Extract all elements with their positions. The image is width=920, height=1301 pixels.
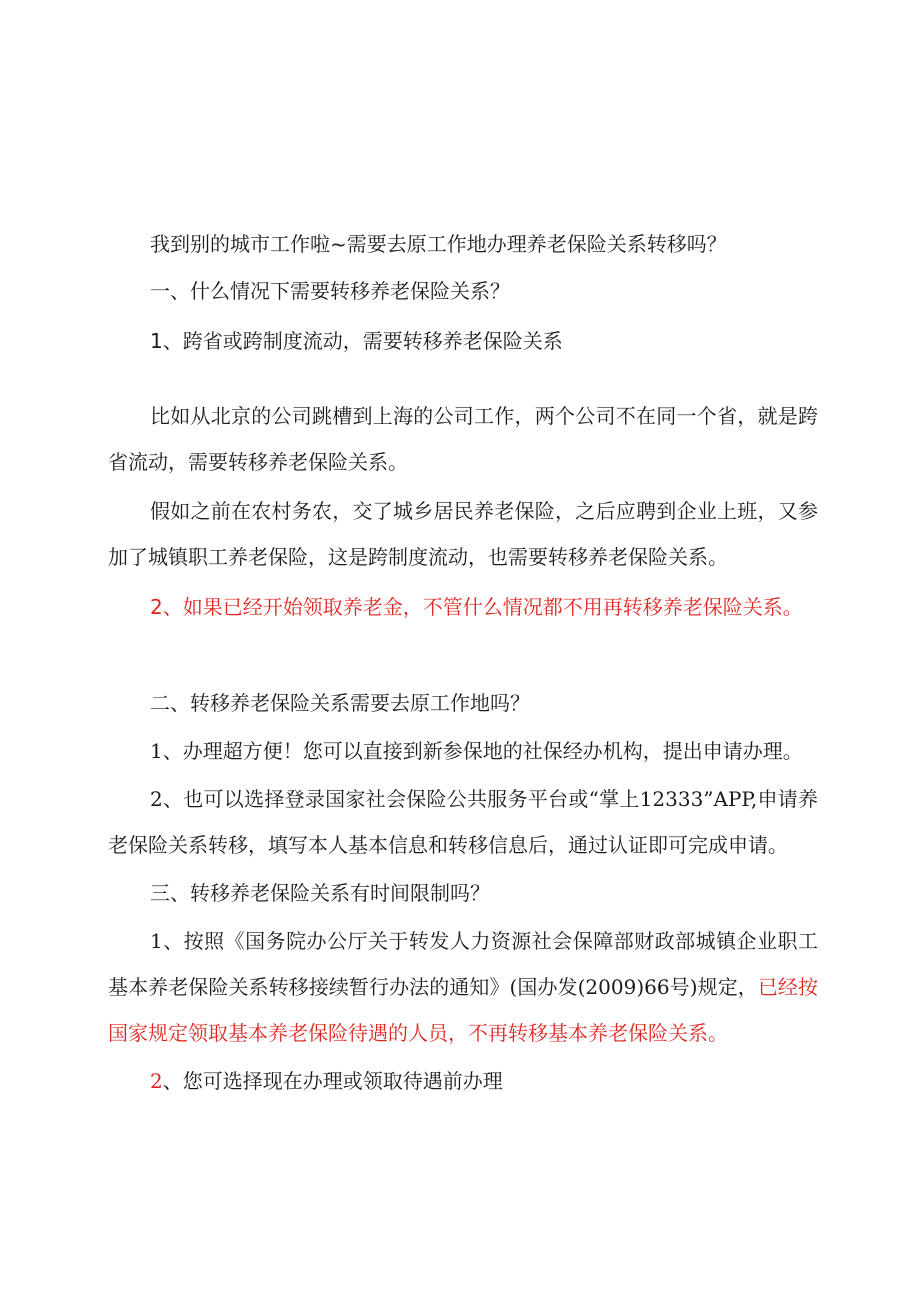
section3-point2-text: 、您可选择现在办理或领取待遇前办理 <box>162 1069 503 1093</box>
intro-question: 我到别的城市工作啦~需要去原工作地办理养老保险关系转移吗？ <box>150 232 727 256</box>
section3-point1 <box>108 918 818 1056</box>
section1-heading: 一、什么情况下需要转移养老保险关系？ <box>150 279 510 303</box>
section3-point1-highlight: 已经按国家规定领取基本养老保险待遇的人员，不再转移基本养老保险关系。 <box>108 975 818 1045</box>
section3-point2-number: 2 <box>150 1069 163 1093</box>
section3-point1-normal: 1、按照《国务院办公厅关于转发人力资源社会保障部财政部城镇企业职工基本养老保险关系转移接续暂行办法的通知》(国办发(2009)66号)规定， <box>108 929 818 999</box>
section1-point2: 2、如果已经开始领取养老金，不管什么情况都不用再转移养老保险关系。 <box>150 595 803 619</box>
section3-heading: 三、转移养老保险关系有时间限制吗？ <box>150 881 490 905</box>
section2-point2: 2、也可以选择登录国家社会保险公共服务平台或“掌上12333”APP,申请养老保险关系转移，填写本人基本信息和转移信息后，通过认证即可完成申请。 <box>108 787 818 857</box>
section2-heading: 二、转移养老保险关系需要去原工作地吗？ <box>150 691 530 715</box>
section2-point1: 1、办理超方便！您可以直接到新参保地的社保经办机构，提出申请办理。 <box>150 739 803 763</box>
section3-point2 <box>108 1058 818 1104</box>
section1-example2: 假如之前在农村务农，交了城乡居民养老保险，之后应聘到企业上班，又参加了城镇职工养老保险，这是跨制度流动，也需要转移养老保险关系。 <box>108 499 818 569</box>
section1-point1-title: 1、跨省或跨制度流动，需要转移养老保险关系 <box>150 329 563 353</box>
section1-example1: 比如从北京的公司跳槽到上海的公司工作，两个公司不在同一个省，就是跨省流动，需要转移养老保险关系。 <box>108 404 818 474</box>
